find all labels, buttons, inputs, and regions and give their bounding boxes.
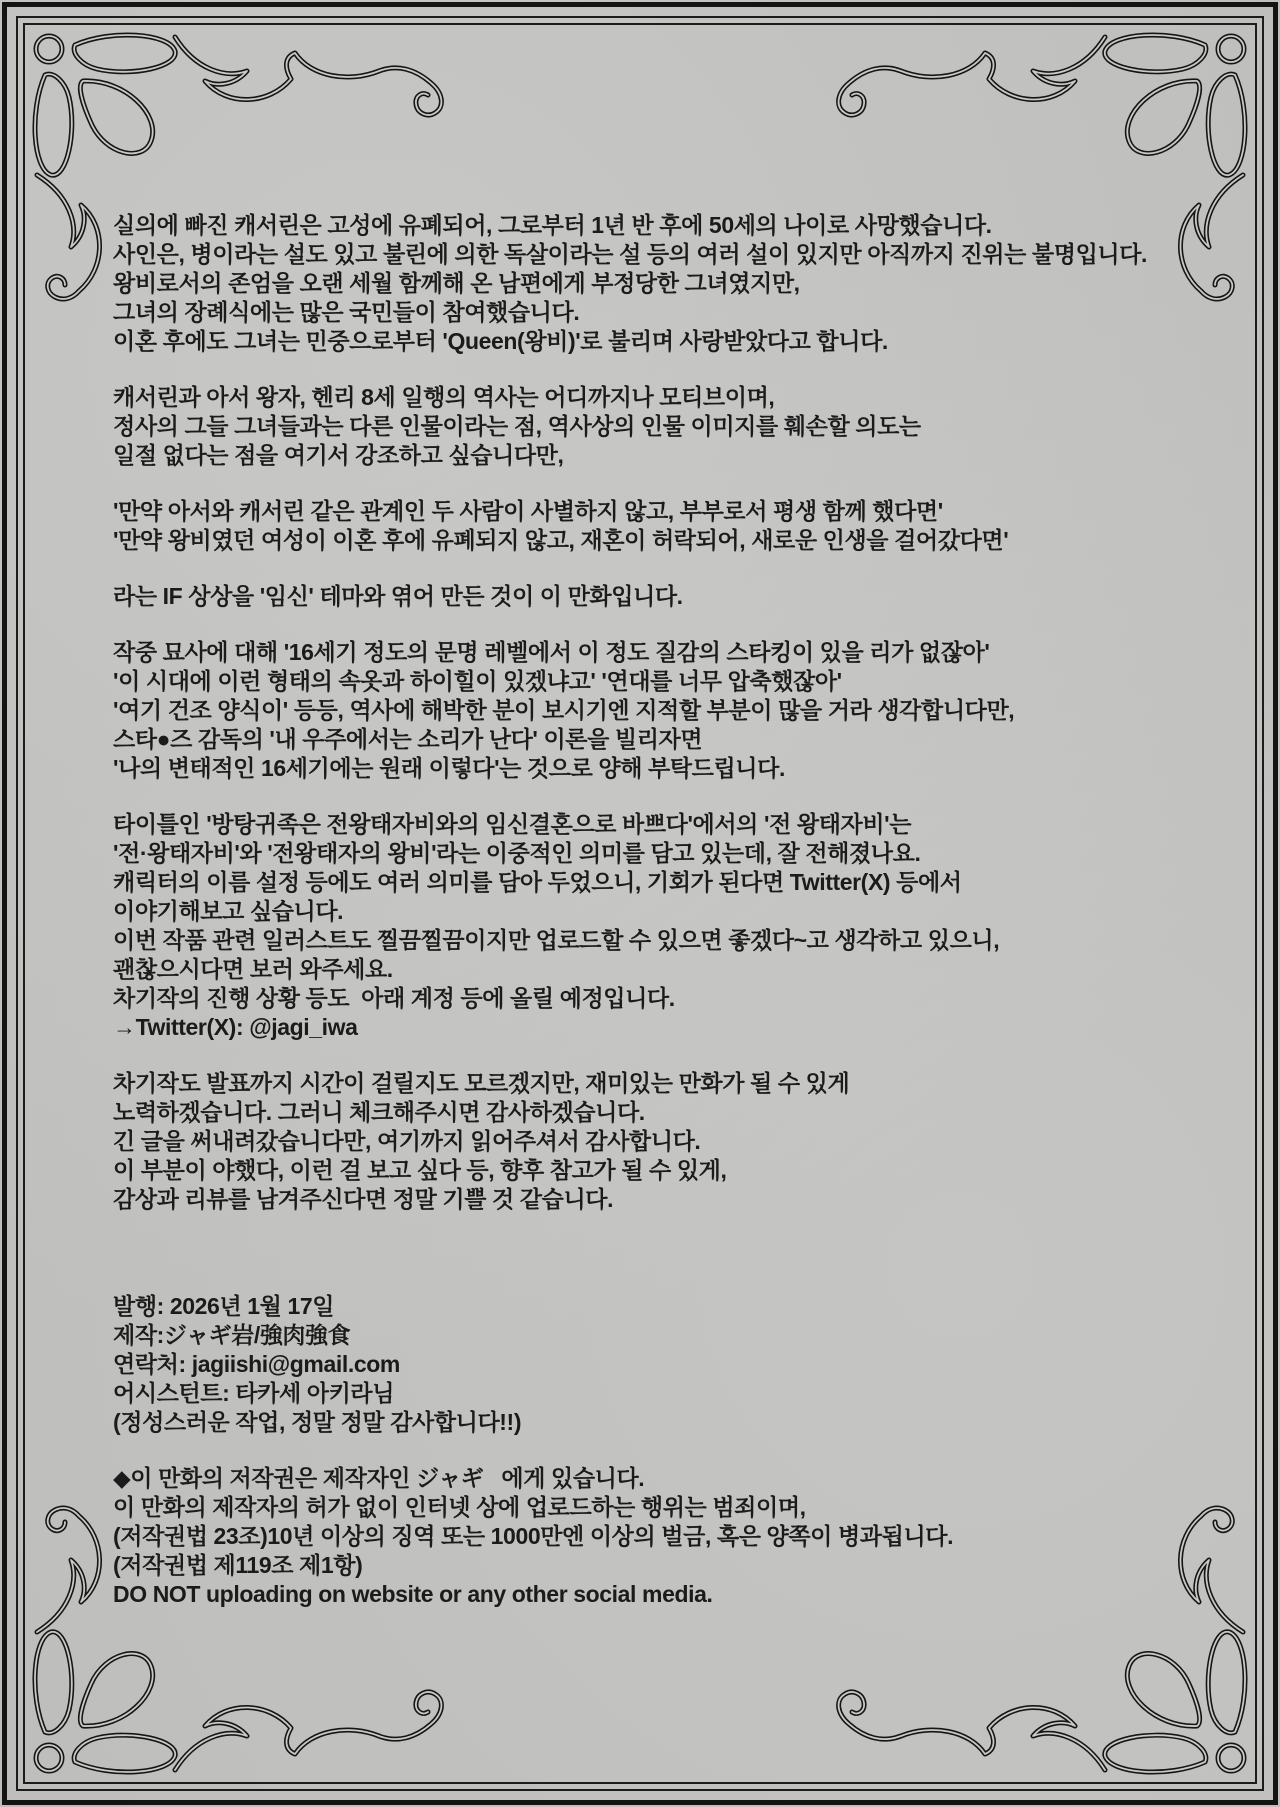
text-line: (저작권법 23조)10년 이상의 징역 또는 1000만엔 이상의 벌금, 혹은 양쪽이 병과됩니다. — [113, 1523, 954, 1549]
text-line: 이번 작품 관련 일러스트도 찔끔찔끔이지만 업로드할 수 있으면 좋겠다~고 생각하고 있으니, — [113, 927, 1000, 953]
text-line: 이혼 후에도 그녀는 민중으로부터 'Queen(왕비)'로 불리며 사랑받았다고 합니다. — [113, 328, 888, 354]
text-line: 정사의 그들 그녀들과는 다른 인물이라는 점, 역사상의 인물 이미지를 훼손할 의도는 — [113, 413, 921, 439]
section-publication-info — [113, 1292, 1223, 1437]
section-if-premise — [113, 497, 1223, 555]
section-copyright-notice — [113, 1464, 1223, 1609]
text-line: '나의 변태적인 16세기에는 원래 이렇다'는 것으로 양해 부탁드립니다. — [113, 755, 785, 781]
text-line: 캐서린과 아서 왕자, 헨리 8세 일행의 역사는 어디까지나 모티브이며, — [113, 384, 775, 410]
text-line: 캐릭터의 이름 설정 등에도 여러 의미를 담아 두었으니, 기회가 된다면 Twitter(X) 등에서 — [113, 869, 962, 895]
text-line: 이 만화의 제작자의 허가 없이 인터넷 상에 업로드하는 행위는 범죄이며, — [113, 1494, 806, 1520]
text-line: '만약 아서와 캐서린 같은 관계인 두 사람이 사별하지 않고, 부부로서 평생 함께 했다면' — [113, 498, 943, 524]
text-line: 차기작도 발표까지 시간이 걸릴지도 모르겠지만, 재미있는 만화가 될 수 있게 — [113, 1070, 850, 1096]
text-line: 이야기해보고 싶습니다. — [113, 898, 344, 924]
text-line: ◆이 만화의 저작권은 제작자인 ジャギ 에게 있습니다. — [113, 1465, 645, 1491]
text-line: 긴 글을 써내려갔습니다만, 여기까지 읽어주셔서 감사합니다. — [113, 1128, 701, 1154]
text-line: 어시스턴트: 타카세 아키라님 — [113, 1380, 395, 1406]
section-depiction-notes — [113, 638, 1223, 783]
section-motif-disclaimer — [113, 383, 1223, 470]
text-line: 괜찮으시다면 보러 와주세요. — [113, 956, 393, 982]
section-title-meaning — [113, 810, 1223, 1042]
section-history-epilogue — [113, 211, 1223, 356]
text-line: 제작:ジャギ岩/強肉強食 — [113, 1322, 351, 1348]
text-line: (저작권법 제119조 제1항) — [113, 1552, 363, 1578]
text-line: 차기작의 진행 상황 등도 아래 계정 등에 올릴 예정입니다. — [113, 985, 675, 1011]
text-line: (정성스러운 작업, 정말 정말 감사합니다!!) — [113, 1409, 522, 1435]
section-closing-thanks — [113, 1069, 1223, 1214]
text-line: 감상과 리뷰를 남겨주신다면 정말 기쁠 것 같습니다. — [113, 1186, 614, 1212]
text-line: '전·왕태자비'와 '전왕태자의 왕비'라는 이중적인 의미를 담고 있는데, 잘 전해졌나요. — [113, 840, 921, 866]
text-line: 라는 IF 상상을 '임신' 테마와 엮어 만든 것이 이 만화입니다. — [113, 583, 683, 609]
text-line: 이 부분이 야했다, 이런 걸 보고 싶다 등, 향후 참고가 될 수 있게, — [113, 1157, 727, 1183]
text-line: 작중 묘사에 대해 '16세기 정도의 문명 레벨에서 이 정도 질감의 스타킹이 있을 리가 없잖아' — [113, 639, 990, 665]
text-line: 노력하겠습니다. 그러니 체크해주시면 감사하겠습니다. — [113, 1099, 645, 1125]
text-line: 스타●즈 감독의 '내 우주에서는 소리가 난다' 이론을 빌리자면 — [113, 726, 703, 752]
text-line: 타이틀인 '방탕귀족은 전왕태자비와의 임신결혼으로 바쁘다'에서의 '전 왕태자비'는 — [113, 811, 912, 837]
text-line: 일절 없다는 점을 여기서 강조하고 싶습니다만, — [113, 442, 564, 468]
text-line: 사인은, 병이라는 설도 있고 불린에 의한 독살이라는 설 등의 여러 설이 있지만 아직까지 진위는 불명입니다. — [113, 241, 1148, 267]
text-line: '이 시대에 이런 형태의 속옷과 하이힐이 있겠냐고' '연대를 너무 압축했잖아' — [113, 668, 842, 694]
text-line: DO NOT uploading on website or any other social media. — [113, 1581, 713, 1607]
text-line: 연락처: jagiishi@gmail.com — [113, 1351, 400, 1377]
text-line: '여기 건조 양식이' 등등, 역사에 해박한 분이 보시기엔 지적할 부분이 많을 거라 생각합니다만, — [113, 697, 1015, 723]
afterword-text — [113, 211, 1223, 1609]
text-line: 왕비로서의 존엄을 오랜 세월 함께해 온 남편에게 부정당한 그녀였지만, — [113, 270, 800, 296]
text-line: →Twitter(X): @jagi_iwa — [113, 1014, 358, 1040]
text-line: 그녀의 장례식에는 많은 국민들이 참여했습니다. — [113, 299, 580, 325]
text-line: 발행: 2026년 1월 17일 — [113, 1293, 335, 1319]
section-if-conclusion — [113, 582, 1223, 611]
text-line: 실의에 빠진 캐서린은 고성에 유폐되어, 그로부터 1년 반 후에 50세의 나이로 사망했습니다. — [113, 212, 992, 238]
text-line: '만약 왕비였던 여성이 이혼 후에 유폐되지 않고, 재혼이 허락되어, 새로운 인생을 걸어갔다면' — [113, 527, 1009, 553]
